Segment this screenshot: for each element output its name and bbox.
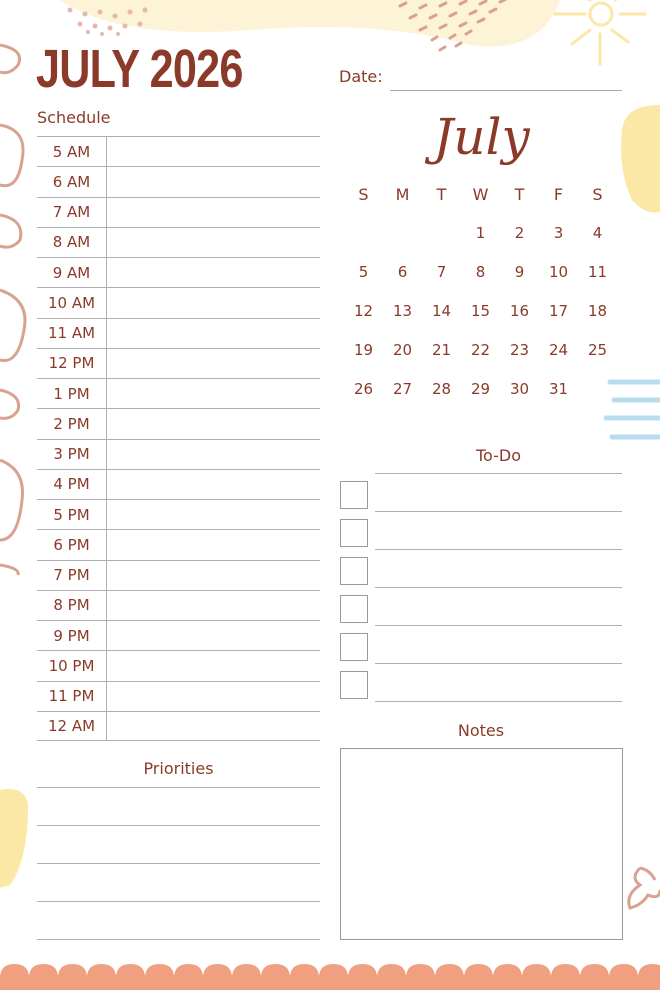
schedule-slot[interactable] (107, 137, 320, 166)
todo-item (340, 588, 622, 626)
scallop (638, 964, 660, 990)
weekday-header: F (553, 185, 564, 204)
calendar-day[interactable]: 27 (392, 380, 413, 398)
schedule-row (37, 439, 320, 469)
schedule-row (37, 469, 320, 499)
calendar-day[interactable]: 26 (353, 380, 374, 398)
date-input-line[interactable] (390, 90, 622, 91)
weekday-header: T (436, 185, 447, 204)
schedule-time: 11 AM (37, 319, 107, 348)
priority-line[interactable] (37, 787, 320, 788)
schedule-slot[interactable] (107, 349, 320, 378)
calendar-day[interactable]: 15 (470, 302, 491, 320)
calendar-day[interactable]: 22 (470, 341, 491, 359)
schedule-time: 6 PM (37, 530, 107, 559)
calendar-day[interactable]: 19 (353, 341, 374, 359)
priority-line[interactable] (37, 863, 320, 864)
schedule-time: 12 AM (37, 712, 107, 740)
calendar-day[interactable]: 28 (431, 380, 452, 398)
priority-line[interactable] (37, 825, 320, 826)
calendar-day[interactable]: 11 (587, 263, 608, 281)
calendar-day[interactable]: 1 (475, 224, 486, 242)
schedule-row (37, 408, 320, 438)
todo-checkbox[interactable] (340, 557, 368, 585)
calendar-day[interactable]: 23 (509, 341, 530, 359)
schedule-slot[interactable] (107, 530, 320, 559)
todo-item (340, 512, 622, 550)
calendar-day[interactable]: 2 (514, 224, 525, 242)
calendar-day[interactable]: 9 (514, 263, 525, 281)
calendar-empty-cell (344, 224, 383, 263)
todo-list (340, 474, 622, 702)
priority-line[interactable] (37, 939, 320, 940)
schedule-slot[interactable] (107, 682, 320, 711)
schedule-time: 10 PM (37, 651, 107, 680)
calendar-day[interactable]: 12 (353, 302, 374, 320)
schedule-row (37, 348, 320, 378)
yellow-blob-left (0, 789, 28, 888)
todo-checkbox[interactable] (340, 519, 368, 547)
weekday-header: S (358, 185, 369, 204)
calendar-day[interactable]: 3 (553, 224, 564, 242)
todo-item (340, 664, 622, 702)
calendar-day[interactable]: 25 (587, 341, 608, 359)
calendar-empty-cell (383, 224, 422, 263)
schedule-slot[interactable] (107, 228, 320, 257)
schedule-heading: Schedule (37, 108, 111, 127)
weekday-header: S (592, 185, 603, 204)
schedule-slot[interactable] (107, 561, 320, 590)
calendar-day[interactable]: 20 (392, 341, 413, 359)
schedule-row (37, 499, 320, 529)
todo-checkbox[interactable] (340, 481, 368, 509)
schedule-slot[interactable] (107, 621, 320, 650)
schedule-time: 9 PM (37, 621, 107, 650)
schedule-slot[interactable] (107, 470, 320, 499)
schedule-time: 5 AM (37, 137, 107, 166)
todo-line[interactable] (375, 701, 622, 702)
priorities-heading: Priorities (143, 759, 214, 778)
todo-item (340, 550, 622, 588)
schedule-row (37, 650, 320, 680)
schedule-time: 10 AM (37, 288, 107, 317)
schedule-row (37, 166, 320, 196)
schedule-row (37, 711, 320, 741)
weekday-header: W (472, 185, 489, 204)
schedule-slot[interactable] (107, 591, 320, 620)
schedule-slot[interactable] (107, 319, 320, 348)
date-label: Date: (339, 67, 383, 86)
calendar-day[interactable]: 30 (509, 380, 530, 398)
calendar-day[interactable]: 16 (509, 302, 530, 320)
calendar-day[interactable]: 8 (475, 263, 486, 281)
schedule-row (37, 136, 320, 166)
schedule-slot[interactable] (107, 712, 320, 740)
schedule-row (37, 287, 320, 317)
schedule-slot[interactable] (107, 198, 320, 227)
schedule-time: 9 AM (37, 258, 107, 287)
schedule-slot[interactable] (107, 379, 320, 408)
schedule-row (37, 257, 320, 287)
schedule-time: 2 PM (37, 409, 107, 438)
schedule-time: 11 PM (37, 682, 107, 711)
schedule-row (37, 318, 320, 348)
schedule-slot[interactable] (107, 440, 320, 469)
schedule-time: 8 PM (37, 591, 107, 620)
calendar-day[interactable]: 6 (397, 263, 408, 281)
schedule-time: 3 PM (37, 440, 107, 469)
schedule-time: 4 PM (37, 470, 107, 499)
schedule-row (37, 378, 320, 408)
schedule-time: 7 PM (37, 561, 107, 590)
calendar-day[interactable]: 21 (431, 341, 452, 359)
todo-checkbox[interactable] (340, 633, 368, 661)
weekday-header: M (395, 185, 410, 204)
calendar-day[interactable]: 17 (548, 302, 569, 320)
calendar-day[interactable]: 14 (431, 302, 452, 320)
calendar-day[interactable]: 13 (392, 302, 413, 320)
notes-box[interactable] (340, 748, 623, 940)
todo-checkbox[interactable] (340, 671, 368, 699)
calendar-day[interactable]: 7 (436, 263, 447, 281)
schedule-slot[interactable] (107, 651, 320, 680)
schedule-row (37, 197, 320, 227)
calendar-month-title: July (433, 108, 530, 166)
notes-heading: Notes (457, 721, 505, 740)
schedule-time: 6 AM (37, 167, 107, 196)
calendar-empty-cell (422, 224, 461, 263)
weekday-header: T (514, 185, 525, 204)
page-title: JULY 2026 (36, 39, 243, 99)
yellow-blob-right (621, 105, 660, 213)
schedule-row (37, 529, 320, 559)
todo-checkbox[interactable] (340, 595, 368, 623)
schedule-slot[interactable] (107, 258, 320, 287)
todo-item (340, 626, 622, 664)
schedule-slot[interactable] (107, 409, 320, 438)
schedule-row (37, 227, 320, 257)
schedule-row (37, 560, 320, 590)
schedule-time: 7 AM (37, 198, 107, 227)
todo-heading: To-Do (475, 446, 522, 465)
schedule-row (37, 620, 320, 650)
schedule-slot[interactable] (107, 500, 320, 529)
sun-icon (555, 0, 645, 64)
schedule-slot[interactable] (107, 167, 320, 196)
schedule-row (37, 590, 320, 620)
calendar-day[interactable]: 29 (470, 380, 491, 398)
calendar-day[interactable]: 10 (548, 263, 569, 281)
calendar-day[interactable]: 18 (587, 302, 608, 320)
schedule-time: 5 PM (37, 500, 107, 529)
schedule-slot[interactable] (107, 288, 320, 317)
calendar-day[interactable]: 31 (548, 380, 569, 398)
calendar-day[interactable]: 4 (592, 224, 603, 242)
priority-line[interactable] (37, 901, 320, 902)
schedule-row (37, 681, 320, 711)
calendar-day[interactable]: 5 (358, 263, 369, 281)
schedule-table (37, 136, 320, 741)
schedule-time: 8 AM (37, 228, 107, 257)
mini-calendar (344, 185, 617, 419)
schedule-time: 12 PM (37, 349, 107, 378)
schedule-time: 1 PM (37, 379, 107, 408)
calendar-day[interactable]: 24 (548, 341, 569, 359)
todo-item (340, 474, 622, 512)
